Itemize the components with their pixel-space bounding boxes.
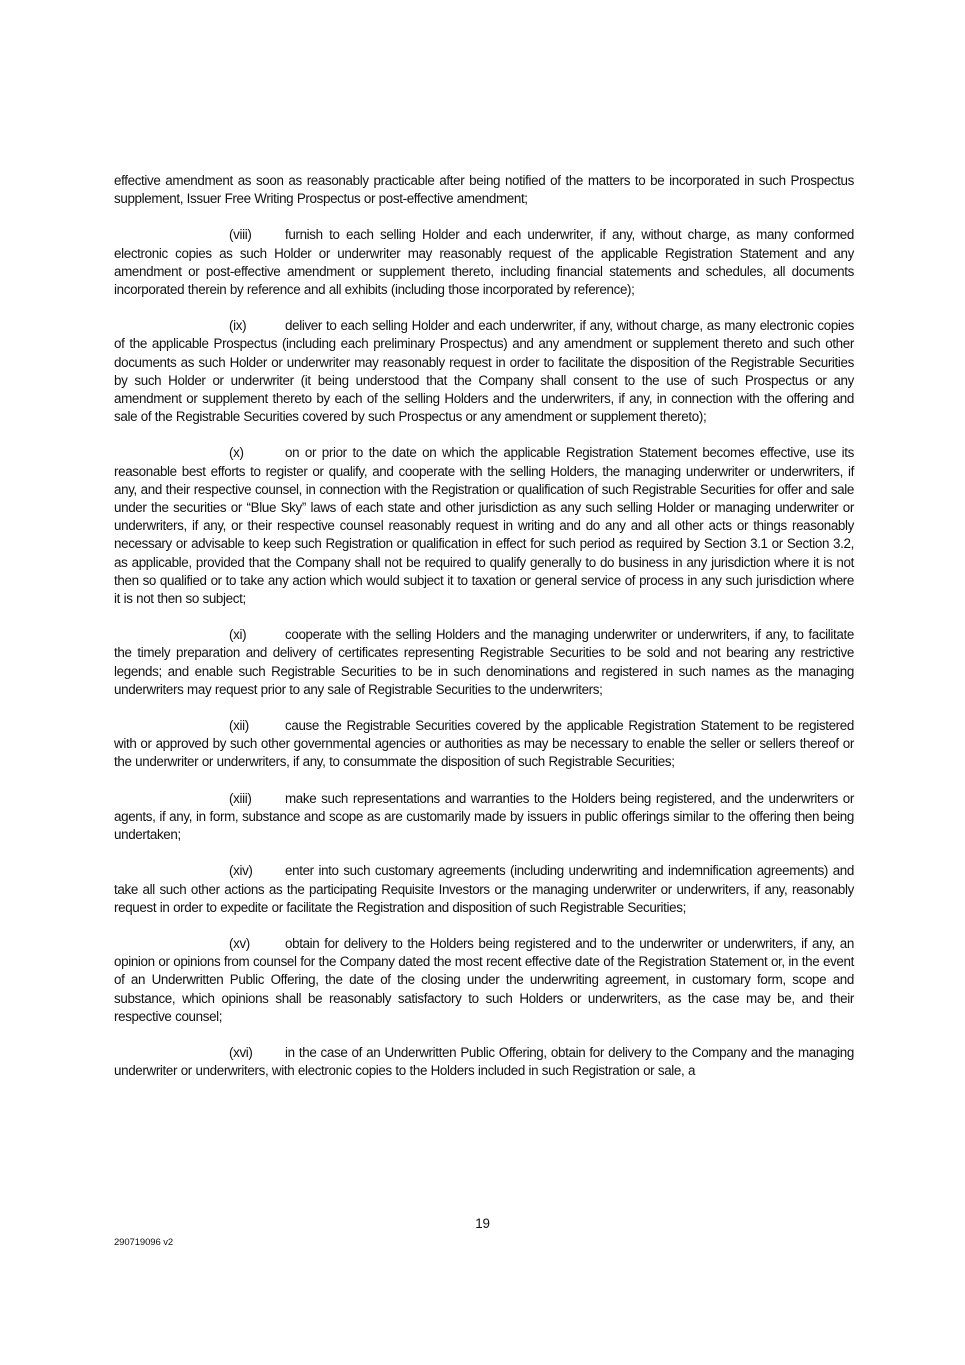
item-text: in the case of an Underwritten Public Offering, obtain for delivery to the Company and the managing underwriter or underwriters, with electronic copies to the Holders included in such Registration or sale, a [114,1044,854,1079]
continuation-paragraph: effective amendment as soon as reasonably practicable after being notified of the matters to be incorporated in such Prospectus supplement, Issuer Free Writing Prospectus or post-effective amendment; [114,173,854,207]
list-item-xvi [114,1044,854,1080]
item-text: deliver to each selling Holder and each underwriter, if any, without charge, as many electronic copies of the applicable Prospectus (including each preliminary Prospectus) and any amendment or supplement thereto and such other documents as such Holder or underwriter may reasonably request in order to facilitate the disposition of the Registrable Securities by such Holder or underwriter (it being understood that the Company shall consent to the use of such Prospectus or any amendment or supplement thereto by each of the selling Holders and the underwriters, if any, in connection with the offering and sale of the Registrable Securities covered by such Prospectus or any amendment or supplement thereto); [114,318,854,425]
item-text: obtain for delivery to the Holders being registered and to the underwriter or underwriters, if any, an opinion or opinions from counsel for the Company dated the most recent effective date of the Registration Statement or, in the event of an Underwritten Public Offering, the date of the closing under the underwriting agreement, in customary form, scope and substance, which opinions shall be reasonably satisfactory to such Holders or underwriters, as the case may be, and their respective counsel; [114,935,854,1024]
list-item-x [114,444,854,608]
item-text: cause the Registrable Securities covered by the applicable Registration Statement to be registered with or approved by such other governmental agencies or authorities as may be necessary to enable the seller or sellers thereof or the underwriter or underwriters, if any, to consummate the disposition of such Registrable Securities; [114,718,854,770]
item-number: (xv) [229,935,250,951]
item-text: furnish to each selling Holder and each underwriter, if any, without charge, as many conformed electronic copies as such Holder or underwriter may reasonably request of the applicable Registration Statement and any amendment or post-effective amendment or supplement thereto, including financial statements and schedules, all documents incorporated therein by reference and all exhibits (including those incorporated by reference); [114,227,854,298]
document-body [114,172,854,1098]
item-number: (viii) [229,227,252,243]
item-number: (xiii) [229,790,252,806]
item-text: on or prior to the date on which the applicable Registration Statement becomes effective, use its reasonable best efforts to register or qualify, and cooperate with the selling Holders, the managing underwriter or underwriters, if any, and their respective counsel, in connection with the Registration or qualification of such Registrable Securities for offer and sale under the securities or “Blue Sky” laws of each state and other jurisdiction as any such selling Holder or managing underwriter or underwriters, if any, or their respective counsel reasonably request in writing and do any and all other acts or things reasonably necessary or advisable to keep such Registration or qualification in effect for such period as required by Section 3.1 or Section 3.2, as applicable, provided that the Company shall not be required to qualify generally to do business in any jurisdiction where it is not then so qualified or to take any action which would subject it to taxation or general service of process in any such jurisdiction where it is not then so subject; [114,445,854,607]
item-text: cooperate with the selling Holders and the managing underwriter or underwriters, if any, to facilitate the timely preparation and delivery of certificates representing Registrable Securities to be sold and not bearing any restrictive legends; and enable such Registrable Securities to be in such denominations and registered in such names as the managing underwriters may request prior to any sale of Registrable Securities to the underwriters; [114,627,854,697]
item-text: enter into such customary agreements (including underwriting and indemnification agreements) and take all such other actions as the participating Requisite Investors or the managing underwriter or underwriters, if any, reasonably request in order to expedite or facilitate the Registration and disposition of such Registrable Securities; [114,863,854,915]
list-item-ix [114,317,854,426]
item-number: (xiv) [229,863,253,879]
list-item-xi [114,626,854,699]
item-text: make such representations and warranties to the Holders being registered, and the underwriters or agents, if any, in form, substance and scope as are customarily made by issuers in public offerings similar to the offering then being undertaken; [114,790,854,843]
list-item-xiv [114,862,854,917]
item-number: (xi) [229,627,247,643]
list-item-xiii [114,790,854,845]
list-item-xii [114,717,854,772]
page-number: 19 [475,1216,490,1231]
item-number: (xvi) [229,1044,253,1060]
document-id: 290719096 v2 [114,1237,174,1248]
item-number: (xii) [229,718,249,734]
item-number: (ix) [229,318,247,334]
item-number: (x) [229,445,244,461]
list-item-xv [114,935,854,1026]
list-item-viii [114,226,854,299]
